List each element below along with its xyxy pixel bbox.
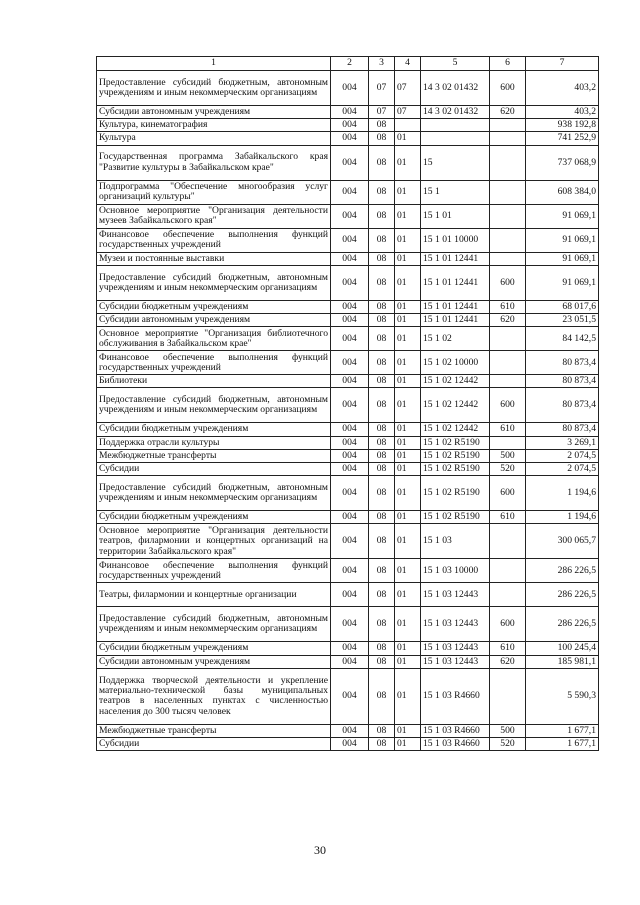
- row-amount-cell: 1 194,6: [526, 511, 599, 524]
- table-row: [97, 476, 599, 511]
- row-amount-cell: 80 873,4: [526, 375, 599, 388]
- row-target-article-cell: 15 1 02 12442: [421, 388, 490, 423]
- row-name-cell: Предоставление субсидий бюджетным, автономным учреждениям и иным некоммерческим организациям: [97, 388, 331, 423]
- row-subsection-cell: 01: [395, 388, 421, 423]
- row-code-cell: 004: [331, 132, 369, 145]
- row-expense-type-cell: [490, 559, 526, 583]
- row-name-cell: Финансовое обеспечение выполнения функций государственных учреждений: [97, 559, 331, 583]
- row-target-article-cell: 15 1 02 R5190: [421, 449, 490, 462]
- row-amount-cell: 1 677,1: [526, 738, 599, 751]
- row-subsection-cell: 01: [395, 524, 421, 559]
- column-header: 4: [395, 57, 421, 71]
- row-target-article-cell: 15 1 01 12441: [421, 252, 490, 265]
- table-row: [97, 738, 599, 751]
- row-code-cell: 004: [331, 388, 369, 423]
- row-target-article-cell: 15 1 03 R4660: [421, 668, 490, 724]
- row-name-cell: Подпрограмма "Обеспечение многообразия услуг организаций культуры": [97, 180, 331, 204]
- column-header: 2: [331, 57, 369, 71]
- table-row: [97, 71, 599, 106]
- table-body: [97, 71, 599, 751]
- row-name-cell: Финансовое обеспечение выполнения функций государственных учреждений: [97, 351, 331, 375]
- row-section-cell: 08: [369, 476, 395, 511]
- row-expense-type-cell: 500: [490, 724, 526, 737]
- table-row: [97, 449, 599, 462]
- row-amount-cell: 80 873,4: [526, 351, 599, 375]
- row-target-article-cell: 15 1: [421, 180, 490, 204]
- row-target-article-cell: 15 1 03: [421, 524, 490, 559]
- row-section-cell: 08: [369, 642, 395, 655]
- row-section-cell: 08: [369, 314, 395, 327]
- row-name-cell: Культура, кинематография: [97, 119, 331, 132]
- row-expense-type-cell: 600: [490, 71, 526, 106]
- row-subsection-cell: 01: [395, 668, 421, 724]
- row-code-cell: 004: [331, 476, 369, 511]
- table-row: [97, 300, 599, 313]
- row-amount-cell: 23 051,5: [526, 314, 599, 327]
- table-row: [97, 668, 599, 724]
- row-expense-type-cell: [490, 180, 526, 204]
- table-row: [97, 375, 599, 388]
- row-section-cell: 08: [369, 265, 395, 300]
- row-code-cell: 004: [331, 228, 369, 252]
- row-name-cell: Предоставление субсидий бюджетным, автономным учреждениям и иным некоммерческим организациям: [97, 476, 331, 511]
- row-subsection-cell: 01: [395, 327, 421, 351]
- table-row: [97, 388, 599, 423]
- row-name-cell: Межбюджетные трансферты: [97, 724, 331, 737]
- row-section-cell: 08: [369, 738, 395, 751]
- row-code-cell: 004: [331, 583, 369, 607]
- row-expense-type-cell: [490, 668, 526, 724]
- row-subsection-cell: 01: [395, 642, 421, 655]
- row-name-cell: Предоставление субсидий бюджетным, автономным учреждениям и иным некоммерческим организациям: [97, 607, 331, 642]
- row-section-cell: 08: [369, 511, 395, 524]
- table-row: [97, 642, 599, 655]
- row-expense-type-cell: [490, 327, 526, 351]
- row-expense-type-cell: 600: [490, 388, 526, 423]
- row-name-cell: Культура: [97, 132, 331, 145]
- row-amount-cell: 3 269,1: [526, 436, 599, 449]
- row-target-article-cell: 15 1 03 12443: [421, 655, 490, 668]
- row-target-article-cell: 15 1 03 R4660: [421, 738, 490, 751]
- budget-table-sheet: [96, 56, 598, 751]
- row-name-cell: Субсидии бюджетным учреждениям: [97, 511, 331, 524]
- row-code-cell: 004: [331, 607, 369, 642]
- row-name-cell: Субсидии бюджетным учреждениям: [97, 642, 331, 655]
- column-header: 7: [526, 57, 599, 71]
- row-expense-type-cell: 600: [490, 265, 526, 300]
- row-code-cell: 004: [331, 423, 369, 436]
- row-amount-cell: 1 194,6: [526, 476, 599, 511]
- row-subsection-cell: 01: [395, 476, 421, 511]
- row-amount-cell: 403,2: [526, 106, 599, 119]
- row-target-article-cell: 15 1 02 R5190: [421, 436, 490, 449]
- row-name-cell: Поддержка отрасли культуры: [97, 436, 331, 449]
- row-target-article-cell: 15 1 02 R5190: [421, 511, 490, 524]
- table-row: [97, 559, 599, 583]
- row-subsection-cell: 01: [395, 375, 421, 388]
- row-code-cell: 004: [331, 463, 369, 476]
- row-amount-cell: 91 069,1: [526, 204, 599, 228]
- row-section-cell: 08: [369, 668, 395, 724]
- row-name-cell: Субсидии бюджетным учреждениям: [97, 423, 331, 436]
- table-row: [97, 204, 599, 228]
- row-amount-cell: 91 069,1: [526, 228, 599, 252]
- row-subsection-cell: [395, 119, 421, 132]
- row-expense-type-cell: [490, 145, 526, 180]
- row-subsection-cell: 01: [395, 145, 421, 180]
- page-number: 30: [314, 843, 326, 857]
- row-subsection-cell: 01: [395, 228, 421, 252]
- table-row: [97, 314, 599, 327]
- row-amount-cell: 403,2: [526, 71, 599, 106]
- row-subsection-cell: 01: [395, 583, 421, 607]
- row-subsection-cell: 01: [395, 132, 421, 145]
- row-expense-type-cell: [490, 119, 526, 132]
- row-target-article-cell: 15 1 03 10000: [421, 559, 490, 583]
- row-subsection-cell: 01: [395, 655, 421, 668]
- row-subsection-cell: 01: [395, 423, 421, 436]
- table-row: [97, 132, 599, 145]
- row-subsection-cell: 01: [395, 738, 421, 751]
- row-subsection-cell: 01: [395, 300, 421, 313]
- row-name-cell: Субсидии автономным учреждениям: [97, 106, 331, 119]
- table-row: [97, 265, 599, 300]
- row-subsection-cell: 01: [395, 436, 421, 449]
- row-expense-type-cell: [490, 252, 526, 265]
- row-amount-cell: 286 226,5: [526, 559, 599, 583]
- row-section-cell: 08: [369, 145, 395, 180]
- row-name-cell: Основное мероприятие "Организация деятельности театров, филармонии и концертных организаций на территории Забайкальского края": [97, 524, 331, 559]
- budget-table: [96, 56, 599, 751]
- row-name-cell: Театры, филармонии и концертные организации: [97, 583, 331, 607]
- row-name-cell: Основное мероприятие "Организация библиотечного обслуживания в Забайкальском крае": [97, 327, 331, 351]
- table-row: [97, 607, 599, 642]
- table-row: [97, 145, 599, 180]
- row-expense-type-cell: [490, 524, 526, 559]
- row-section-cell: 08: [369, 724, 395, 737]
- row-target-article-cell: 15 1 01 10000: [421, 228, 490, 252]
- row-target-article-cell: 15 1 03 12443: [421, 607, 490, 642]
- row-name-cell: Межбюджетные трансферты: [97, 449, 331, 462]
- row-target-article-cell: 15 1 03 12443: [421, 642, 490, 655]
- row-target-article-cell: 14 3 02 01432: [421, 106, 490, 119]
- row-subsection-cell: 07: [395, 106, 421, 119]
- row-expense-type-cell: [490, 351, 526, 375]
- row-expense-type-cell: 620: [490, 314, 526, 327]
- row-amount-cell: 741 252,9: [526, 132, 599, 145]
- table-row: [97, 463, 599, 476]
- row-name-cell: Основное мероприятие "Организация деятельности музеев Забайкальского края": [97, 204, 331, 228]
- row-amount-cell: 84 142,5: [526, 327, 599, 351]
- row-target-article-cell: [421, 132, 490, 145]
- row-section-cell: 08: [369, 559, 395, 583]
- row-section-cell: 08: [369, 524, 395, 559]
- row-amount-cell: 100 245,4: [526, 642, 599, 655]
- row-amount-cell: 68 017,6: [526, 300, 599, 313]
- row-code-cell: 004: [331, 449, 369, 462]
- row-target-article-cell: 15 1 01: [421, 204, 490, 228]
- row-subsection-cell: 01: [395, 351, 421, 375]
- row-amount-cell: 286 226,5: [526, 607, 599, 642]
- row-subsection-cell: 01: [395, 265, 421, 300]
- column-header: 3: [369, 57, 395, 71]
- row-target-article-cell: 15 1 01 12441: [421, 265, 490, 300]
- row-amount-cell: 737 068,9: [526, 145, 599, 180]
- row-name-cell: Поддержка творческой деятельности и укрепление материально-технической базы муниципальных театров в населенных пунктах с численностью населения до 300 тысяч человек: [97, 668, 331, 724]
- row-expense-type-cell: 500: [490, 449, 526, 462]
- table-row: [97, 511, 599, 524]
- row-amount-cell: 2 074,5: [526, 449, 599, 462]
- row-subsection-cell: 01: [395, 449, 421, 462]
- row-subsection-cell: 01: [395, 314, 421, 327]
- row-section-cell: 08: [369, 436, 395, 449]
- row-target-article-cell: 15 1 03 R4660: [421, 724, 490, 737]
- row-name-cell: Предоставление субсидий бюджетным, автономным учреждениям и иным некоммерческим организациям: [97, 265, 331, 300]
- row-subsection-cell: 01: [395, 180, 421, 204]
- row-expense-type-cell: 600: [490, 476, 526, 511]
- row-expense-type-cell: [490, 132, 526, 145]
- table-row: [97, 524, 599, 559]
- row-name-cell: Библиотеки: [97, 375, 331, 388]
- row-code-cell: 004: [331, 668, 369, 724]
- row-amount-cell: 80 873,4: [526, 388, 599, 423]
- row-name-cell: Субсидии автономным учреждениям: [97, 314, 331, 327]
- table-row: [97, 327, 599, 351]
- table-row: [97, 228, 599, 252]
- row-amount-cell: 5 590,3: [526, 668, 599, 724]
- row-code-cell: 004: [331, 204, 369, 228]
- row-expense-type-cell: 600: [490, 607, 526, 642]
- column-header: 5: [421, 57, 490, 71]
- row-code-cell: 004: [331, 252, 369, 265]
- row-code-cell: 004: [331, 327, 369, 351]
- row-subsection-cell: 01: [395, 204, 421, 228]
- row-code-cell: 004: [331, 655, 369, 668]
- row-section-cell: 08: [369, 351, 395, 375]
- row-code-cell: 004: [331, 300, 369, 313]
- table-row: [97, 119, 599, 132]
- row-amount-cell: 80 873,4: [526, 423, 599, 436]
- row-section-cell: 08: [369, 300, 395, 313]
- row-amount-cell: 938 192,8: [526, 119, 599, 132]
- row-code-cell: 004: [331, 119, 369, 132]
- row-section-cell: 08: [369, 607, 395, 642]
- table-row: [97, 724, 599, 737]
- row-expense-type-cell: [490, 375, 526, 388]
- row-target-article-cell: 15 1 02: [421, 327, 490, 351]
- table-row: [97, 423, 599, 436]
- table-row: [97, 351, 599, 375]
- row-subsection-cell: 01: [395, 252, 421, 265]
- row-expense-type-cell: [490, 583, 526, 607]
- row-code-cell: 004: [331, 145, 369, 180]
- row-section-cell: 07: [369, 106, 395, 119]
- row-target-article-cell: 15 1 02 10000: [421, 351, 490, 375]
- row-target-article-cell: 14 3 02 01432: [421, 71, 490, 106]
- row-section-cell: 08: [369, 204, 395, 228]
- row-section-cell: 08: [369, 388, 395, 423]
- row-code-cell: 004: [331, 436, 369, 449]
- row-expense-type-cell: [490, 204, 526, 228]
- row-target-article-cell: 15: [421, 145, 490, 180]
- row-name-cell: Субсидии: [97, 738, 331, 751]
- row-amount-cell: 91 069,1: [526, 252, 599, 265]
- row-expense-type-cell: 620: [490, 655, 526, 668]
- row-code-cell: 004: [331, 106, 369, 119]
- row-section-cell: 08: [369, 449, 395, 462]
- row-section-cell: 08: [369, 583, 395, 607]
- row-code-cell: 004: [331, 314, 369, 327]
- row-name-cell: Предоставление субсидий бюджетным, автономным учреждениям и иным некоммерческим организациям: [97, 71, 331, 106]
- row-section-cell: 08: [369, 327, 395, 351]
- row-subsection-cell: 01: [395, 607, 421, 642]
- row-target-article-cell: 15 1 02 12442: [421, 423, 490, 436]
- row-target-article-cell: 15 1 02 R5190: [421, 476, 490, 511]
- table-row: [97, 583, 599, 607]
- table-row: [97, 106, 599, 119]
- row-name-cell: Финансовое обеспечение выполнения функций государственных учреждений: [97, 228, 331, 252]
- row-name-cell: Государственная программа Забайкальского края "Развитие культуры в Забайкальском крае": [97, 145, 331, 180]
- row-code-cell: 004: [331, 524, 369, 559]
- row-target-article-cell: 15 1 03 12443: [421, 583, 490, 607]
- column-header: 6: [490, 57, 526, 71]
- row-target-article-cell: [421, 119, 490, 132]
- row-section-cell: 07: [369, 71, 395, 106]
- row-code-cell: 004: [331, 559, 369, 583]
- row-target-article-cell: 15 1 02 12442: [421, 375, 490, 388]
- row-name-cell: Субсидии автономным учреждениям: [97, 655, 331, 668]
- row-expense-type-cell: [490, 228, 526, 252]
- row-amount-cell: 300 065,7: [526, 524, 599, 559]
- row-subsection-cell: 07: [395, 71, 421, 106]
- row-amount-cell: 91 069,1: [526, 265, 599, 300]
- row-target-article-cell: 15 1 02 R5190: [421, 463, 490, 476]
- row-name-cell: Музеи и постоянные выставки: [97, 252, 331, 265]
- row-name-cell: Субсидии: [97, 463, 331, 476]
- row-section-cell: 08: [369, 252, 395, 265]
- row-subsection-cell: 01: [395, 559, 421, 583]
- row-section-cell: 08: [369, 228, 395, 252]
- row-expense-type-cell: [490, 436, 526, 449]
- row-target-article-cell: 15 1 01 12441: [421, 300, 490, 313]
- row-code-cell: 004: [331, 265, 369, 300]
- row-subsection-cell: 01: [395, 463, 421, 476]
- row-section-cell: 08: [369, 180, 395, 204]
- row-subsection-cell: 01: [395, 724, 421, 737]
- row-code-cell: 004: [331, 642, 369, 655]
- table-row: [97, 180, 599, 204]
- row-expense-type-cell: 620: [490, 106, 526, 119]
- row-name-cell: Субсидии бюджетным учреждениям: [97, 300, 331, 313]
- table-row: [97, 252, 599, 265]
- row-code-cell: 004: [331, 351, 369, 375]
- row-section-cell: 08: [369, 132, 395, 145]
- row-code-cell: 004: [331, 71, 369, 106]
- table-row: [97, 436, 599, 449]
- row-code-cell: 004: [331, 511, 369, 524]
- row-amount-cell: 608 384,0: [526, 180, 599, 204]
- row-expense-type-cell: 610: [490, 300, 526, 313]
- row-expense-type-cell: 520: [490, 738, 526, 751]
- row-amount-cell: 185 981,1: [526, 655, 599, 668]
- row-subsection-cell: 01: [395, 511, 421, 524]
- row-section-cell: 08: [369, 655, 395, 668]
- row-section-cell: 08: [369, 423, 395, 436]
- row-code-cell: 004: [331, 738, 369, 751]
- row-expense-type-cell: 610: [490, 642, 526, 655]
- row-amount-cell: 2 074,5: [526, 463, 599, 476]
- row-section-cell: 08: [369, 375, 395, 388]
- row-code-cell: 004: [331, 180, 369, 204]
- row-amount-cell: 286 226,5: [526, 583, 599, 607]
- row-code-cell: 004: [331, 724, 369, 737]
- column-header: 1: [97, 57, 331, 71]
- row-expense-type-cell: 610: [490, 511, 526, 524]
- row-section-cell: 08: [369, 463, 395, 476]
- row-expense-type-cell: 610: [490, 423, 526, 436]
- table-row: [97, 655, 599, 668]
- table-header-row: [97, 57, 599, 71]
- row-code-cell: 004: [331, 375, 369, 388]
- row-target-article-cell: 15 1 01 12441: [421, 314, 490, 327]
- row-amount-cell: 1 677,1: [526, 724, 599, 737]
- row-expense-type-cell: 520: [490, 463, 526, 476]
- row-section-cell: 08: [369, 119, 395, 132]
